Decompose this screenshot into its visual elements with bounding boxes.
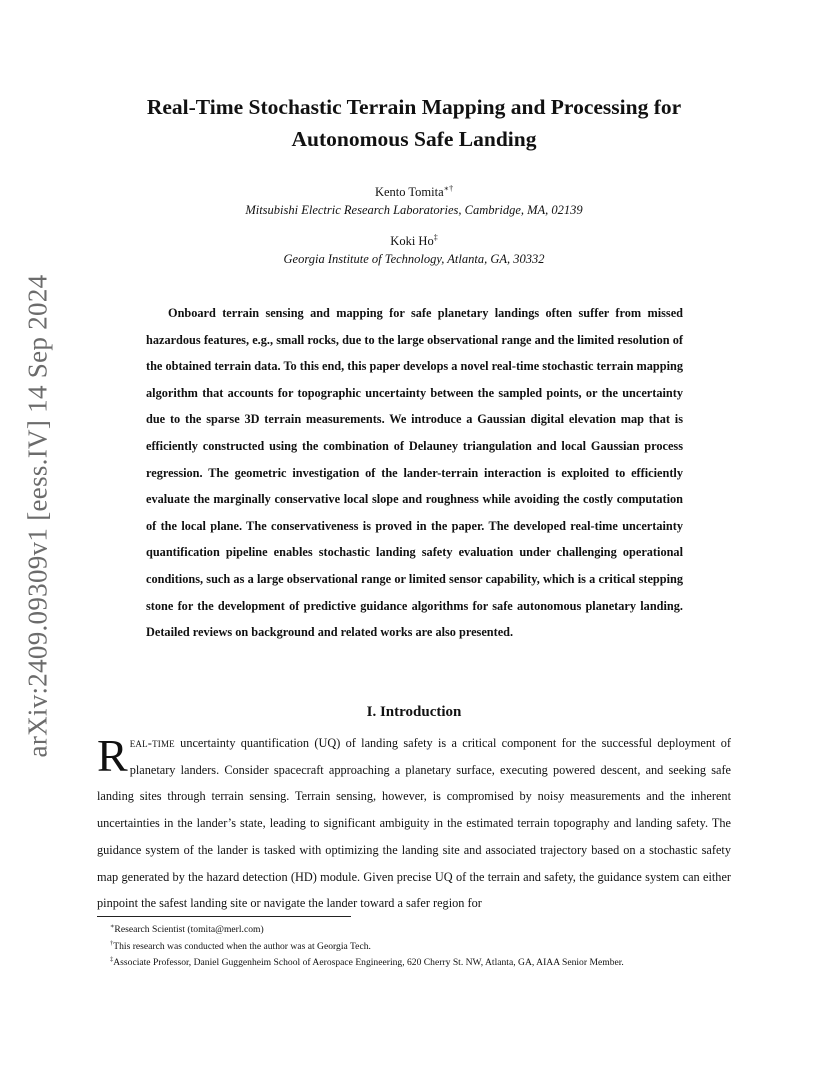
- paper-title: [96, 91, 732, 155]
- author-marks-2: ‡: [433, 233, 438, 242]
- footnote-divider: [97, 916, 351, 917]
- footnote-mark-1: ∗: [110, 923, 115, 930]
- footnote-2: [110, 937, 732, 954]
- author-block-2: [96, 229, 732, 268]
- author-affiliation-2: Georgia Institute of Technology, Atlanta, GA, 30332: [283, 252, 545, 267]
- section-heading-introduction: I. Introduction: [366, 704, 462, 720]
- paper-title-line-1: Real-Time Stochastic Terrain Mapping and Processing for: [146, 95, 682, 119]
- footnote-mark-3: ‡: [110, 956, 114, 964]
- paper-title-line-2: Autonomous Safe Landing: [291, 127, 537, 151]
- introduction-paragraph: [97, 730, 731, 917]
- author-affiliation-1: Mitsubishi Electric Research Laboratories, Cambridge, MA, 02139: [245, 203, 583, 218]
- footnote-mark-2: †: [110, 939, 114, 947]
- footnote-1: [110, 920, 732, 937]
- footnote-text-1: Research Scientist (tomita@merl.com): [114, 924, 264, 936]
- footnote-text-2: This research was conducted when the author was at Georgia Tech.: [113, 940, 371, 952]
- author-marks-1: ∗†: [443, 184, 454, 193]
- author-block-1: [96, 180, 732, 219]
- intro-smallcaps-lead: eal-time: [129, 736, 175, 750]
- author-name-2: Koki Ho‡: [390, 233, 438, 249]
- footnote-3: [110, 953, 732, 970]
- footnotes: [110, 920, 732, 970]
- drop-cap-letter: R: [97, 730, 128, 781]
- footnote-text-3: Associate Professor, Daniel Guggenheim School of Aerospace Engineering, 620 Cherry St. NW, Atlanta, GA, AIAA Senior Member.: [113, 957, 624, 969]
- author-name-1: Kento Tomita∗†: [374, 184, 454, 200]
- arxiv-identifier-stamp: arXiv:2409.09309v1 [eess.IV] 14 Sep 2024: [22, 274, 53, 758]
- abstract-text: Onboard terrain sensing and mapping for safe planetary landings often suffer from missed hazardous features, e.g., small rocks, due to the large observational range and the limited resolution of the obtained terrain data. To this end, this paper develops a novel real-time stochastic terrain mapping algorithm that accounts for topographic uncertainty between the sampled points, or the uncertainty due to the sparse 3D terrain measurements. We introduce a Gaussian digital elevation map that is efficiently constructed using the combination of Delauney triangulation and local Gaussian process regression. The geometric investigation of the lander-terrain interaction is exploited to efficiently evaluate the marginally conservative local slope and roughness while avoiding the costly computation of the local plane. The conservativeness is proved in the paper. The developed real-time uncertainty quantification pipeline enables stochastic landing safety evaluation under challenging operational conditions, such as a large observational range or limited sensor capability, which is a critical stepping stone for the development of predictive guidance algorithms for safe autonomous planetary landing. Detailed reviews on background and related works are also presented.: [146, 306, 683, 640]
- intro-body-text: uncertainty quantification (UQ) of landing safety is a critical component for the successful deployment of planetary landers. Consider spacecraft approaching a planetary surface, executing powered descent, and seeking safe landing sites through terrain sensing. Terrain sensing, however, is compromised by noisy measurements and the inherent uncertainties in the lander’s state, leading to significant ambiguity in the estimated terrain topography and landing safety. The guidance system of the lander is tasked with optimizing the landing site and associated trajectory based on a stochastic safety map generated by the hazard detection (HD) module. Given precise UQ of the terrain and safety, the guidance system can either pinpoint the safest landing site or navigate the lander toward a safer region for: [97, 736, 731, 911]
